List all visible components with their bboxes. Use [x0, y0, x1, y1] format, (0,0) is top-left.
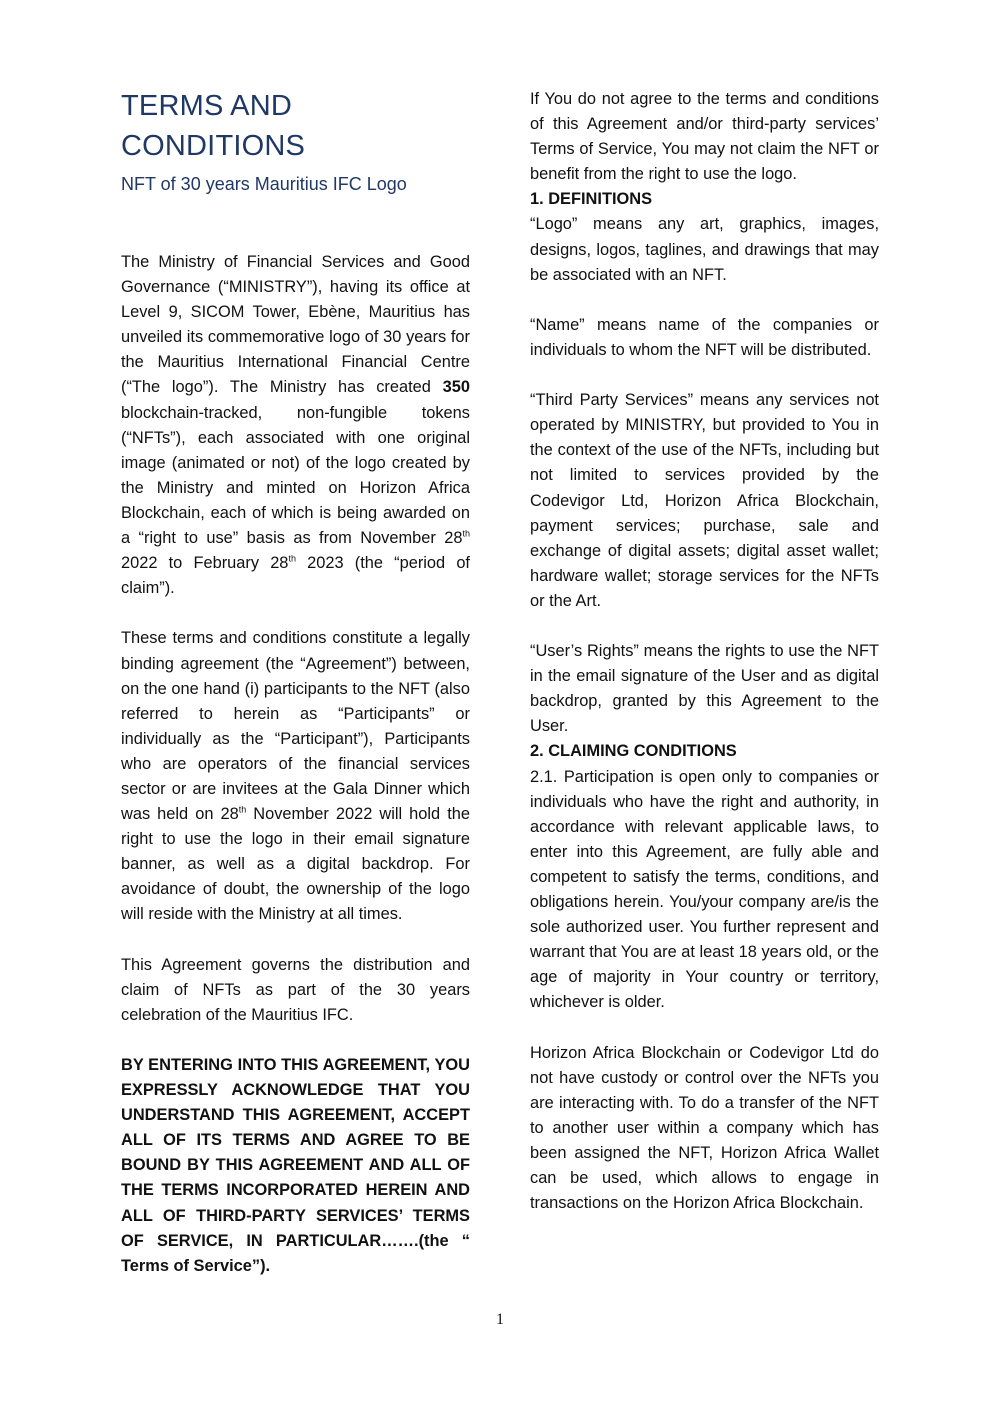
ordinal-suffix: th [462, 528, 470, 539]
intro-text-3: 2022 to February 28 [121, 554, 289, 573]
ordinal-suffix: th [288, 553, 296, 564]
document-subtitle: NFT of 30 years Mauritius IFC Logo [121, 174, 407, 194]
parties-paragraph [121, 626, 470, 927]
custody-paragraph: Horizon Africa Blockchain or Codevigor Ltd do not have custody or control over the NFTs you are interacting with. To do a transfer of the NFT to another user within a company which has been assigned the NFT, Horizon Africa Wallet can be used, which allows to engage in transactions on the Horizon Africa Blockchain. [530, 1043, 879, 1213]
page-number: 1 [496, 1311, 504, 1328]
acknowledgement-paragraph: BY ENTERING INTO THIS AGREEMENT, YOU EXPRESSLY ACKNOWLEDGE THAT YOU UNDERSTAND THIS AGREEMENT, ACCEPT ALL OF ITS TERMS AND AGREE TO BE BOUND BY THIS AGREEMENT AND ALL OF THE TERMS INCORPORATED HEREIN AND ALL OF THIRD-PARTY SERVICES’ TERMS OF SERVICE, IN PARTICULAR…….(the “ Terms of Service”). [121, 1056, 470, 1275]
definition-logo: “Logo” means any art, graphics, images, designs, logos, taglines, and drawings that may be associated with an NFT. [530, 215, 879, 284]
left-column [121, 86, 470, 1279]
intro-text-2: blockchain-tracked, non-fungible tokens (“NFTs”), each associated with one original image (animated or not) of the logo created by the Ministry and minted on Horizon Africa Blockchain, each of which is being awarded on a “right to use” basis as from November 28 [121, 403, 470, 548]
clause-2-1: 2.1. Participation is open only to companies or individuals who have the right and authority, in accordance with relevant applicable laws, to enter into this Agreement, are fully able and competent to satisfy the terms, conditions, and obligations herein. You/your company are/is the sole authorized user. You further represent and warrant that You are at least 18 years old, or the age of majority in Your country or territory, whichever is older. [530, 767, 879, 1012]
document-title: TERMS AND CONDITIONS [121, 90, 306, 162]
nft-count: 350 [442, 378, 470, 397]
disagree-paragraph: If You do not agree to the terms and conditions of this Agreement and/or third-party services’ Terms of Service, You may not claim the NFT or benefit from the right to use the logo. [530, 90, 879, 184]
right-column [530, 87, 879, 1216]
parties-text-1: These terms and conditions constitute a legally binding agreement (the “Agreement”) between, on the one hand (i) participants to the NFT (also referred to herein as “Participants” or individually as the “Participant”), Participants who are operators of the financial services sector or are invitees at the Gala Dinner which was held on 28 [121, 629, 470, 824]
definition-name: “Name” means name of the companies or individuals to whom the NFT will be distributed. [530, 315, 879, 359]
definition-users-rights: “User’s Rights” means the rights to use the NFT in the email signature of the User and as digital backdrop, granted by this Agreement to the User. [530, 642, 879, 736]
governs-paragraph: This Agreement governs the distribution and claim of NFTs as part of the 30 years celebration of the Mauritius IFC. [121, 955, 470, 1024]
intro-text-1: The Ministry of Financial Services and Good Governance (“MINISTRY”), having its office at Level 9, SICOM Tower, Ebène, Mauritius has unveiled its commemorative logo of 30 years for the Mauritius International Financial Centre (“The logo”). The Ministry has created [121, 253, 470, 397]
intro-text-4: 2023 (the “period of claim”). [121, 554, 470, 598]
claiming-conditions-heading: 2. CLAIMING CONDITIONS [530, 742, 737, 761]
parties-text-2: November 2022 will hold the right to use the logo in their email signature banner, as well as a digital backdrop. For avoidance of doubt, the ownership of the logo will reside with the Ministry at all times. [121, 805, 470, 924]
ordinal-suffix: th [238, 804, 247, 815]
definitions-heading: 1. DEFINITIONS [530, 190, 653, 209]
definition-third-party-services: “Third Party Services” means any services not operated by MINISTRY, but provided to You in the context of the use of the NFTs, including but not limited to services provided by the Codevigor Ltd, Horizon Africa Blockchain, payment services; purchase, sale and exchange of digital assets; digital asset wallet; hardware wallet; storage services for the NFTs or the Art. [530, 391, 879, 610]
intro-paragraph [121, 250, 470, 601]
